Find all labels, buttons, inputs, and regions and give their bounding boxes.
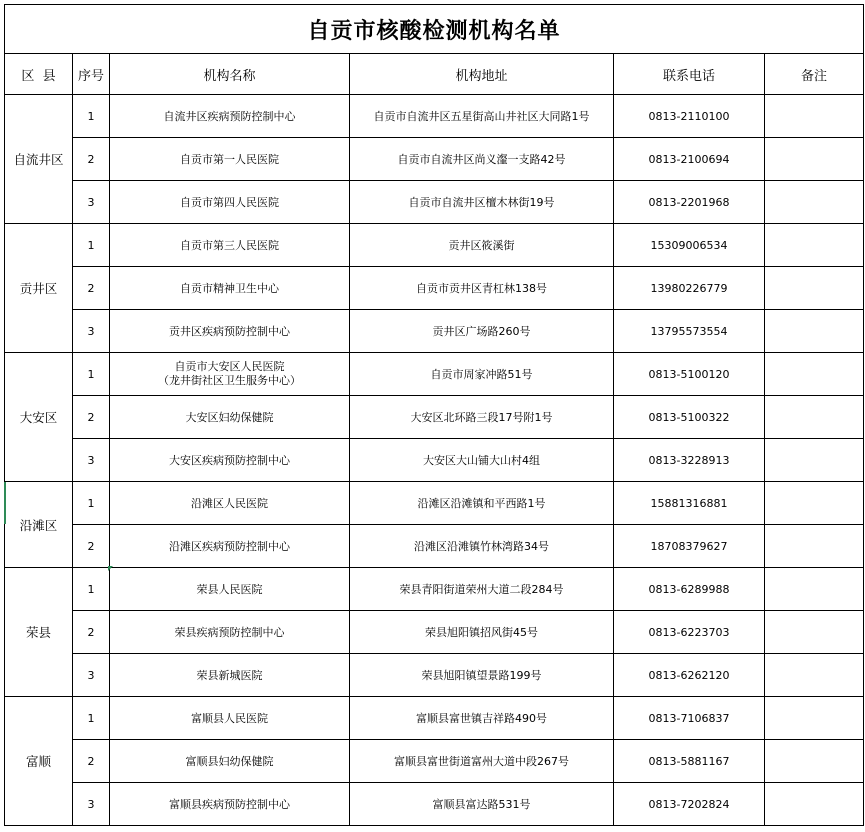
- address-cell[interactable]: 自贡市自流井区檀木林街19号: [350, 181, 614, 224]
- phone-cell[interactable]: 13980226779: [614, 267, 765, 310]
- phone-cell[interactable]: 15881316881: [614, 482, 765, 525]
- phone-cell[interactable]: 15309006534: [614, 224, 765, 267]
- index-cell[interactable]: 3: [73, 783, 110, 826]
- index-cell[interactable]: 2: [73, 740, 110, 783]
- phone-cell[interactable]: 0813-3228913: [614, 439, 765, 482]
- name-cell[interactable]: [110, 353, 350, 396]
- phone-cell[interactable]: 13795573554: [614, 310, 765, 353]
- remark-cell[interactable]: [765, 783, 864, 826]
- name-line-1: 自贡市大安区人民医院: [174, 360, 285, 373]
- index-cell[interactable]: 3: [73, 310, 110, 353]
- table-row: [5, 267, 864, 310]
- header-name[interactable]: 机构名称: [110, 54, 350, 95]
- county-cell[interactable]: 荣县: [5, 568, 73, 697]
- table-row: [5, 396, 864, 439]
- remark-cell[interactable]: [765, 353, 864, 396]
- index-cell[interactable]: 2: [73, 396, 110, 439]
- table-row: [5, 525, 864, 568]
- table-row: [5, 138, 864, 181]
- name-cell[interactable]: 自贡市第四人民医院: [110, 181, 350, 224]
- county-cell[interactable]: 自流井区: [5, 95, 73, 224]
- address-cell[interactable]: 荣县旭阳镇望景路199号: [350, 654, 614, 697]
- phone-cell[interactable]: 0813-2110100: [614, 95, 765, 138]
- index-cell[interactable]: 1: [73, 697, 110, 740]
- name-cell[interactable]: 自贡市第三人民医院: [110, 224, 350, 267]
- name-cell[interactable]: 贡井区疾病预防控制中心: [110, 310, 350, 353]
- index-cell[interactable]: 1: [73, 353, 110, 396]
- address-cell[interactable]: 大安区大山铺大山村4组: [350, 439, 614, 482]
- index-cell[interactable]: 1: [73, 568, 110, 611]
- institution-table: [4, 4, 864, 826]
- header-row: [5, 54, 864, 95]
- header-index[interactable]: 序号: [73, 54, 110, 95]
- table-row: [5, 654, 864, 697]
- name-cell[interactable]: 荣县人民医院: [110, 568, 350, 611]
- address-cell[interactable]: 富顺县富世街道富州大道中段267号: [350, 740, 614, 783]
- name-cell[interactable]: 大安区妇幼保健院: [110, 396, 350, 439]
- remark-cell[interactable]: [765, 654, 864, 697]
- index-cell[interactable]: 1: [73, 224, 110, 267]
- table-row: [5, 697, 864, 740]
- phone-cell[interactable]: 0813-6262120: [614, 654, 765, 697]
- remark-cell[interactable]: [765, 525, 864, 568]
- phone-cell[interactable]: 0813-2100694: [614, 138, 765, 181]
- index-cell[interactable]: 2: [73, 525, 110, 568]
- phone-cell[interactable]: 0813-6289988: [614, 568, 765, 611]
- remark-cell[interactable]: [765, 267, 864, 310]
- name-cell[interactable]: 沿滩区疾病预防控制中心: [110, 525, 350, 568]
- name-cell[interactable]: 沿滩区人民医院: [110, 482, 350, 525]
- phone-cell[interactable]: 18708379627: [614, 525, 765, 568]
- remark-cell[interactable]: [765, 568, 864, 611]
- cell-comment-indicator: [108, 566, 113, 571]
- address-cell[interactable]: 富顺县富世镇吉祥路490号: [350, 697, 614, 740]
- address-cell[interactable]: 自贡市周家冲路51号: [350, 353, 614, 396]
- table-row: [5, 439, 864, 482]
- name-cell[interactable]: 自贡市精神卫生中心: [110, 267, 350, 310]
- table-row: [5, 482, 864, 525]
- index-cell[interactable]: 3: [73, 654, 110, 697]
- header-address[interactable]: 机构地址: [350, 54, 614, 95]
- name-cell[interactable]: 富顺县妇幼保健院: [110, 740, 350, 783]
- remark-cell[interactable]: [765, 181, 864, 224]
- address-cell[interactable]: 大安区北环路三段17号附1号: [350, 396, 614, 439]
- phone-cell[interactable]: 0813-7106837: [614, 697, 765, 740]
- header-phone[interactable]: 联系电话: [614, 54, 765, 95]
- address-cell[interactable]: 贡井区筱溪街: [350, 224, 614, 267]
- phone-cell[interactable]: 0813-5100120: [614, 353, 765, 396]
- name-cell[interactable]: 荣县新城医院: [110, 654, 350, 697]
- address-cell[interactable]: 沿滩区沿滩镇竹林湾路34号: [350, 525, 614, 568]
- address-cell[interactable]: 荣县旭阳镇招风街45号: [350, 611, 614, 654]
- remark-cell[interactable]: [765, 396, 864, 439]
- remark-cell[interactable]: [765, 697, 864, 740]
- county-cell[interactable]: 大安区: [5, 353, 73, 482]
- index-cell[interactable]: 2: [73, 267, 110, 310]
- table-row: [5, 740, 864, 783]
- index-cell[interactable]: 2: [73, 138, 110, 181]
- remark-cell[interactable]: [765, 95, 864, 138]
- header-remark[interactable]: 备注: [765, 54, 864, 95]
- table-row: [5, 95, 864, 138]
- address-cell[interactable]: 荣县青阳街道荣州大道二段284号: [350, 568, 614, 611]
- address-cell[interactable]: 自贡市自流井区五星街高山井社区大同路1号: [350, 95, 614, 138]
- index-cell[interactable]: 1: [73, 482, 110, 525]
- county-cell[interactable]: 沿滩区: [5, 482, 73, 568]
- name-cell[interactable]: 自流井区疾病预防控制中心: [110, 95, 350, 138]
- remark-cell[interactable]: [765, 138, 864, 181]
- index-cell[interactable]: 3: [73, 181, 110, 224]
- selected-cell-marker: [4, 482, 6, 524]
- remark-cell[interactable]: [765, 740, 864, 783]
- table-row: [5, 224, 864, 267]
- county-cell[interactable]: 富顺: [5, 697, 73, 826]
- index-cell[interactable]: 1: [73, 95, 110, 138]
- page-title[interactable]: 自贡市核酸检测机构名单: [5, 5, 864, 54]
- address-cell[interactable]: 贡井区广场路260号: [350, 310, 614, 353]
- name-line-2: （龙井街社区卫生服务中心）: [158, 374, 301, 387]
- name-cell[interactable]: 自贡市第一人民医院: [110, 138, 350, 181]
- remark-cell[interactable]: [765, 310, 864, 353]
- remark-cell[interactable]: [765, 439, 864, 482]
- table-row: [5, 611, 864, 654]
- header-county[interactable]: 区 县: [5, 54, 73, 95]
- index-cell[interactable]: 2: [73, 611, 110, 654]
- remark-cell[interactable]: [765, 611, 864, 654]
- table-row: [5, 783, 864, 826]
- name-cell[interactable]: 大安区疾病预防控制中心: [110, 439, 350, 482]
- phone-cell[interactable]: 0813-6223703: [614, 611, 765, 654]
- phone-cell[interactable]: 0813-2201968: [614, 181, 765, 224]
- table-row: [5, 568, 864, 611]
- table-row: [5, 181, 864, 224]
- index-cell[interactable]: 3: [73, 439, 110, 482]
- address-cell[interactable]: 自贡市自流井区尚义瀣一支路42号: [350, 138, 614, 181]
- name-cell[interactable]: 富顺县人民医院: [110, 697, 350, 740]
- address-cell[interactable]: 富顺县富达路531号: [350, 783, 614, 826]
- county-cell[interactable]: 贡井区: [5, 224, 73, 353]
- table-row: [5, 310, 864, 353]
- address-cell[interactable]: 沿滩区沿滩镇和平西路1号: [350, 482, 614, 525]
- table-row: [5, 353, 864, 396]
- name-cell[interactable]: 富顺县疾病预防控制中心: [110, 783, 350, 826]
- remark-cell[interactable]: [765, 482, 864, 525]
- phone-cell[interactable]: 0813-5100322: [614, 396, 765, 439]
- name-cell[interactable]: 荣县疾病预防控制中心: [110, 611, 350, 654]
- address-cell[interactable]: 自贡市贡井区青杠林138号: [350, 267, 614, 310]
- remark-cell[interactable]: [765, 224, 864, 267]
- phone-cell[interactable]: 0813-5881167: [614, 740, 765, 783]
- phone-cell[interactable]: 0813-7202824: [614, 783, 765, 826]
